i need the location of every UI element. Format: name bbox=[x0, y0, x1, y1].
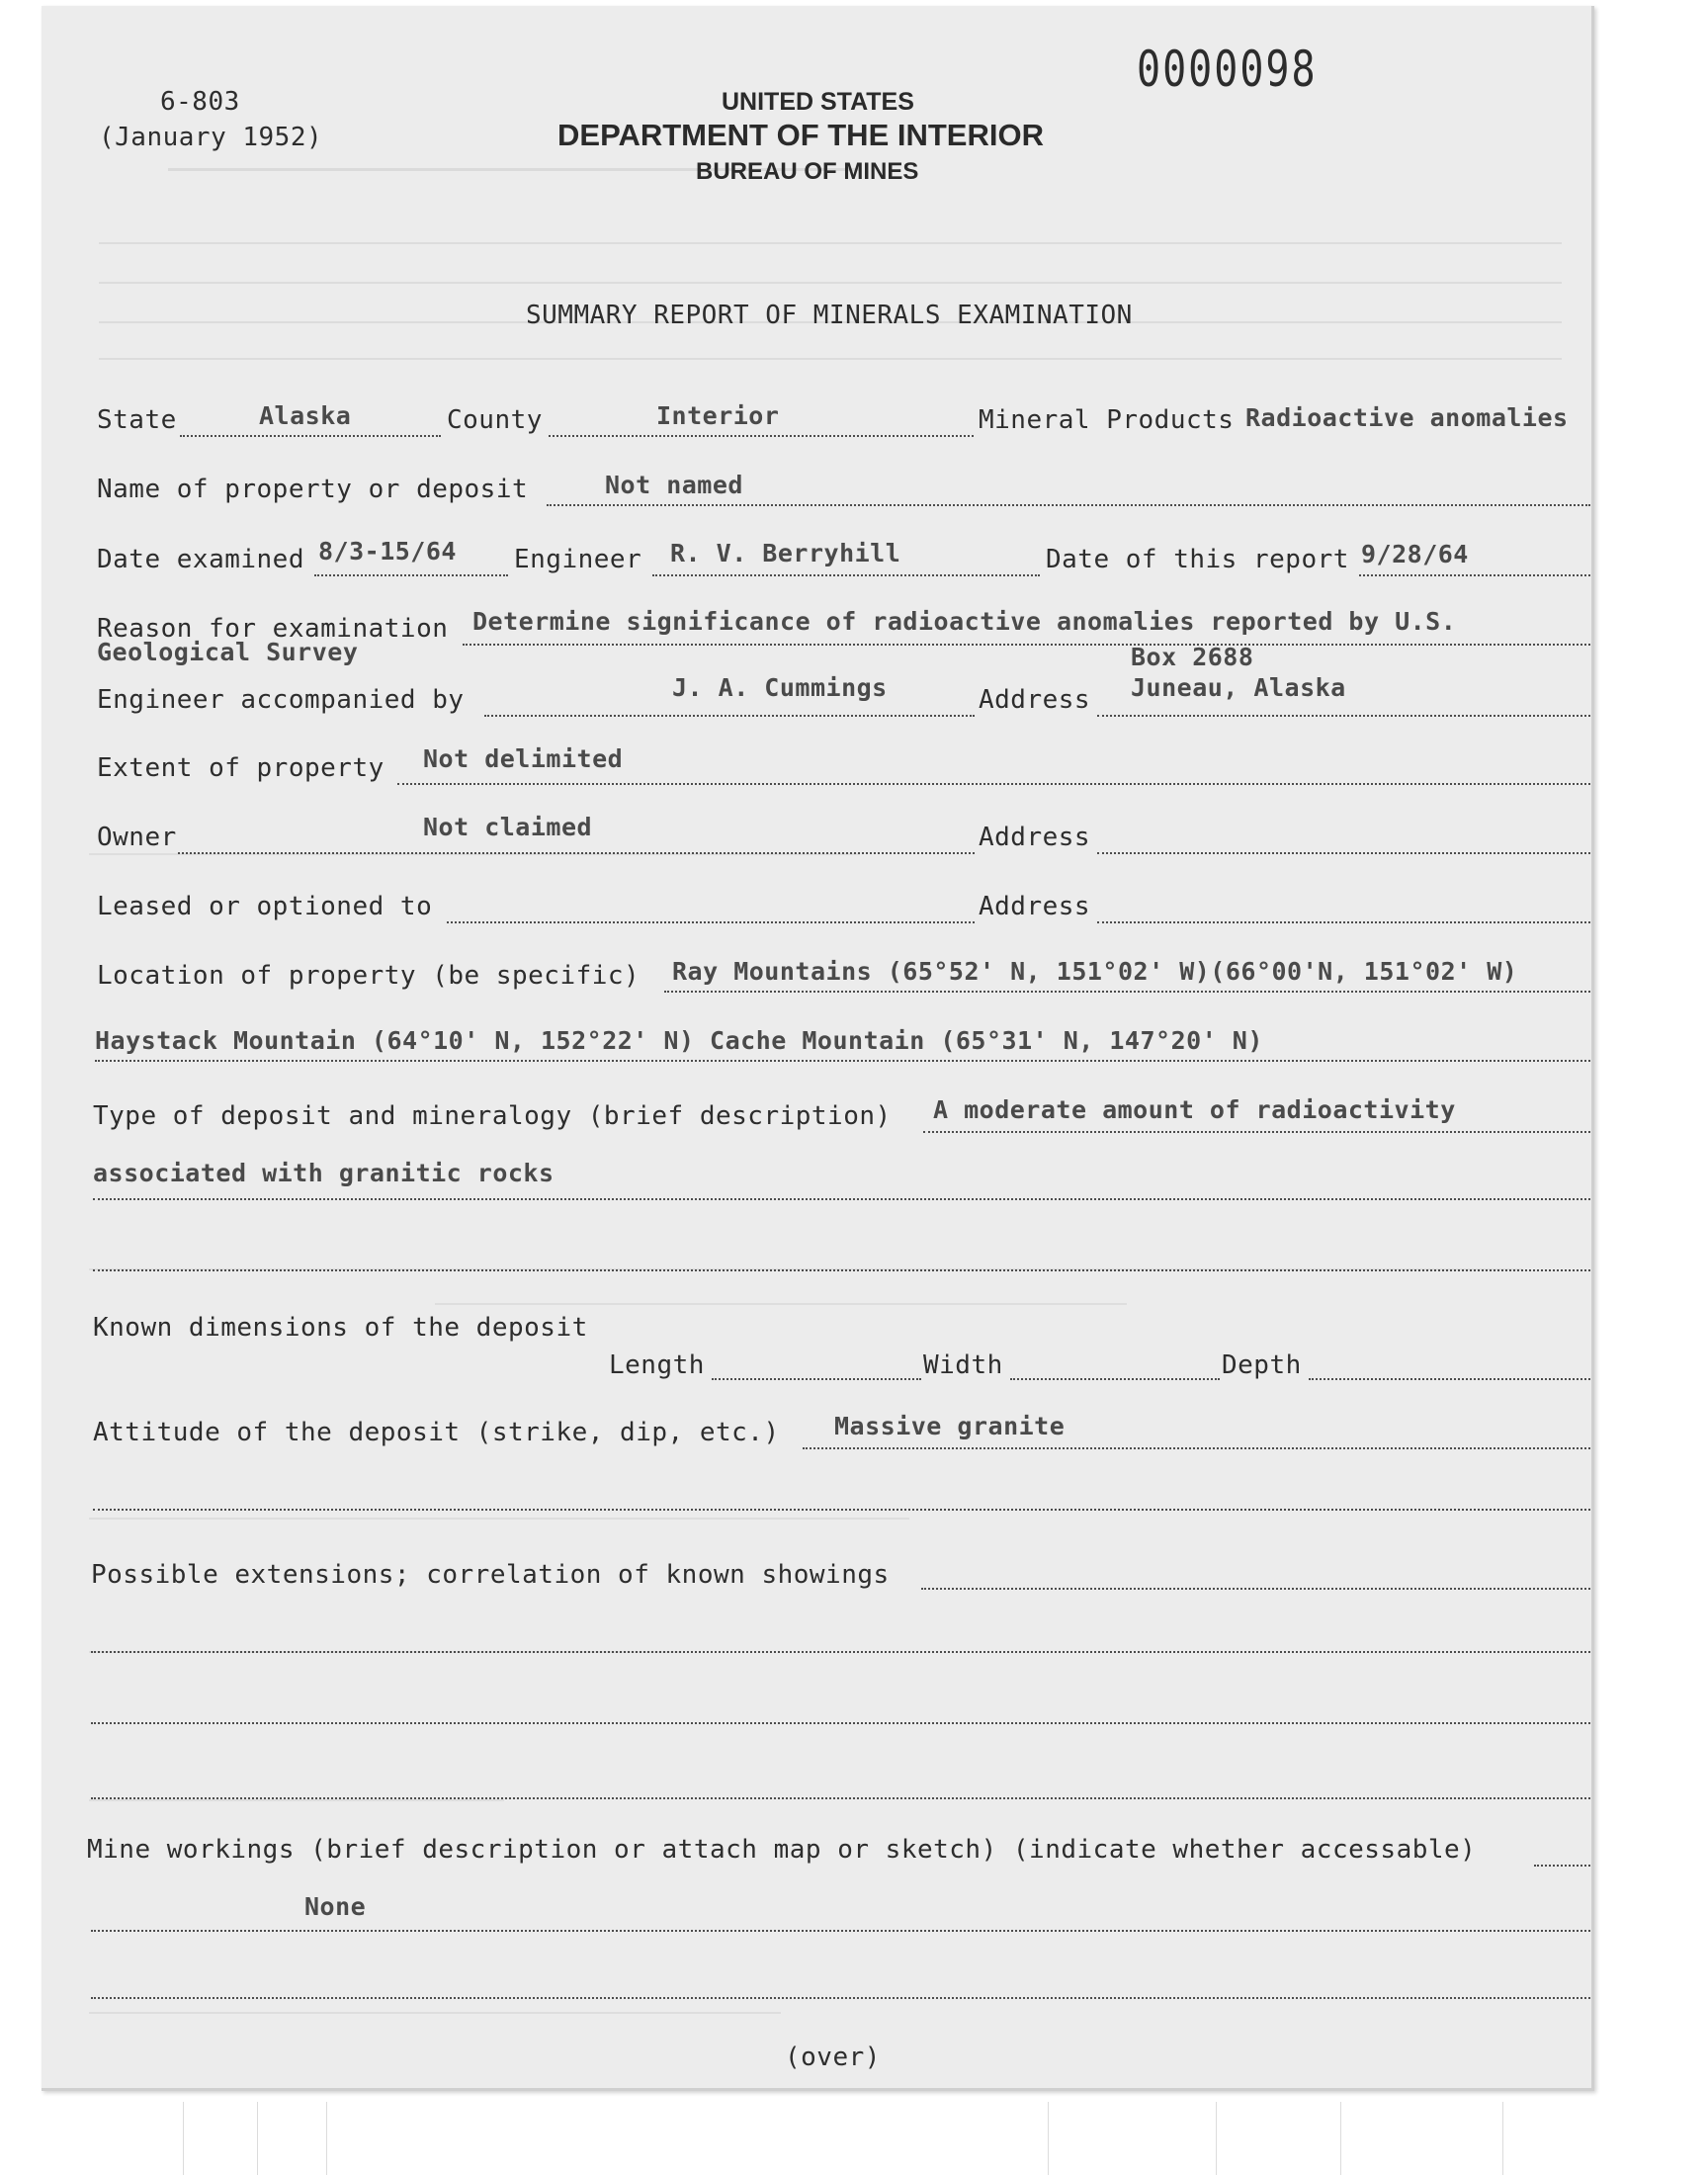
property-name-line bbox=[547, 504, 1590, 506]
location-line-2 bbox=[95, 1060, 1590, 1062]
dimensions-label: Known dimensions of the deposit bbox=[93, 1313, 588, 1343]
show-through bbox=[99, 242, 1562, 244]
leased-address-label: Address bbox=[979, 892, 1091, 921]
property-name-value: Not named bbox=[605, 471, 743, 499]
location-label: Location of property (be specific) bbox=[97, 961, 640, 991]
deposit-type-value-line-1: A moderate amount of radioactivity bbox=[933, 1095, 1456, 1124]
owner-address-line bbox=[1097, 852, 1590, 854]
extent-line bbox=[397, 783, 1590, 785]
leased-line bbox=[447, 921, 975, 923]
deposit-type-line-3 bbox=[93, 1269, 1590, 1271]
leased-address-line bbox=[1097, 921, 1590, 923]
extensions-label: Possible extensions; correlation of known showings bbox=[91, 1560, 890, 1590]
reason-value-line-1: Determine significance of radioactive anomalies reported by U.S. bbox=[472, 607, 1457, 636]
deposit-type-line-1 bbox=[923, 1131, 1590, 1133]
property-name-label: Name of property or deposit bbox=[97, 475, 529, 504]
length-label: Length bbox=[609, 1350, 705, 1380]
owner-address-label: Address bbox=[979, 823, 1091, 852]
extensions-line-1 bbox=[921, 1588, 1590, 1590]
mineral-products-label: Mineral Products bbox=[979, 405, 1235, 435]
county-value: Interior bbox=[656, 401, 780, 430]
deposit-type-line-2 bbox=[93, 1198, 1590, 1200]
show-through bbox=[435, 1303, 1127, 1305]
mine-workings-label: Mine workings (brief description or attach map or sketch) (indicate whether accessable) bbox=[87, 1835, 1477, 1865]
extensions-line-3 bbox=[91, 1722, 1590, 1724]
length-line bbox=[712, 1378, 921, 1380]
reason-label: Reason for examination bbox=[97, 614, 449, 644]
agency-line-3: BUREAU OF MINES bbox=[696, 158, 919, 185]
attitude-value: Massive granite bbox=[834, 1412, 1066, 1440]
attitude-line-1 bbox=[803, 1447, 1590, 1449]
show-through bbox=[99, 282, 1562, 284]
form-number: 6-803 bbox=[160, 87, 240, 117]
county-line bbox=[549, 435, 974, 437]
deposit-type-label: Type of deposit and mineralogy (brief description) bbox=[93, 1101, 892, 1131]
attitude-label: Attitude of the deposit (strike, dip, etc.) bbox=[93, 1418, 780, 1447]
state-value: Alaska bbox=[259, 401, 352, 430]
owner-label: Owner bbox=[97, 823, 177, 852]
owner-line bbox=[178, 852, 975, 854]
engineer-label: Engineer bbox=[514, 545, 642, 574]
agency-line-1: UNITED STATES bbox=[722, 88, 914, 116]
accompanied-address-label: Address bbox=[979, 685, 1091, 715]
location-line-1 bbox=[664, 991, 1590, 993]
report-date-value: 9/28/64 bbox=[1361, 540, 1469, 568]
extent-value: Not delimited bbox=[423, 744, 624, 773]
agency-line-2: DEPARTMENT OF THE INTERIOR bbox=[557, 118, 1044, 152]
mineral-products-value: Radioactive anomalies bbox=[1245, 403, 1569, 432]
state-label: State bbox=[97, 405, 177, 435]
owner-value: Not claimed bbox=[423, 813, 593, 841]
accompanied-address-line bbox=[1097, 715, 1590, 717]
county-label: County bbox=[447, 405, 543, 435]
depth-label: Depth bbox=[1222, 1350, 1302, 1380]
accompanied-address-line-2: Juneau, Alaska bbox=[1131, 673, 1346, 702]
location-value-line-2: Haystack Mountain (64°10' N, 152°22' N) Cache Mountain (65°31' N, 147°20' N) bbox=[95, 1026, 1263, 1055]
accompanied-by-label: Engineer accompanied by bbox=[97, 685, 465, 715]
form-date: (January 1952) bbox=[99, 123, 323, 152]
mine-workings-line-3 bbox=[91, 1997, 1590, 1999]
report-date-label: Date of this report bbox=[1046, 545, 1349, 574]
date-examined-line bbox=[314, 574, 508, 576]
extent-label: Extent of property bbox=[97, 753, 384, 783]
extensions-line-4 bbox=[91, 1797, 1590, 1799]
location-value-line-1: Ray Mountains (65°52' N, 151°02' W)(66°00'N, 151°02' W) bbox=[672, 957, 1518, 986]
width-label: Width bbox=[923, 1350, 1003, 1380]
deposit-type-value-line-2: associated with granitic rocks bbox=[93, 1159, 555, 1187]
engineer-value: R. V. Berryhill bbox=[670, 539, 901, 567]
width-line bbox=[1010, 1378, 1220, 1380]
accompanied-by-line bbox=[484, 715, 975, 717]
show-through bbox=[89, 1518, 909, 1520]
state-line bbox=[180, 435, 441, 437]
mine-workings-value: None bbox=[304, 1892, 367, 1921]
attitude-line-2 bbox=[93, 1509, 1590, 1511]
extensions-line-2 bbox=[91, 1651, 1590, 1653]
mine-workings-line-1 bbox=[1534, 1865, 1590, 1867]
leased-label: Leased or optioned to bbox=[97, 892, 433, 921]
depth-line bbox=[1309, 1378, 1590, 1380]
mine-workings-line-2 bbox=[91, 1930, 1590, 1932]
show-through bbox=[99, 358, 1562, 360]
engineer-line bbox=[652, 574, 1040, 576]
report-date-line bbox=[1359, 574, 1590, 576]
over-footer: (over) bbox=[785, 2043, 881, 2072]
reason-value-line-2: Geological Survey bbox=[97, 638, 359, 666]
show-through bbox=[89, 2012, 781, 2014]
reason-line bbox=[463, 644, 1590, 646]
report-title: SUMMARY REPORT OF MINERALS EXAMINATION bbox=[526, 301, 1133, 330]
accompanied-address-line-1: Box 2688 bbox=[1131, 643, 1254, 671]
document-number-stamp: 0000098 bbox=[1137, 42, 1318, 99]
date-examined-label: Date examined bbox=[97, 545, 304, 574]
accompanied-by-value: J. A. Cummings bbox=[672, 673, 888, 702]
show-through bbox=[89, 1799, 504, 1801]
date-examined-value: 8/3-15/64 bbox=[318, 537, 457, 566]
scan-margin bbox=[0, 2102, 1708, 2175]
